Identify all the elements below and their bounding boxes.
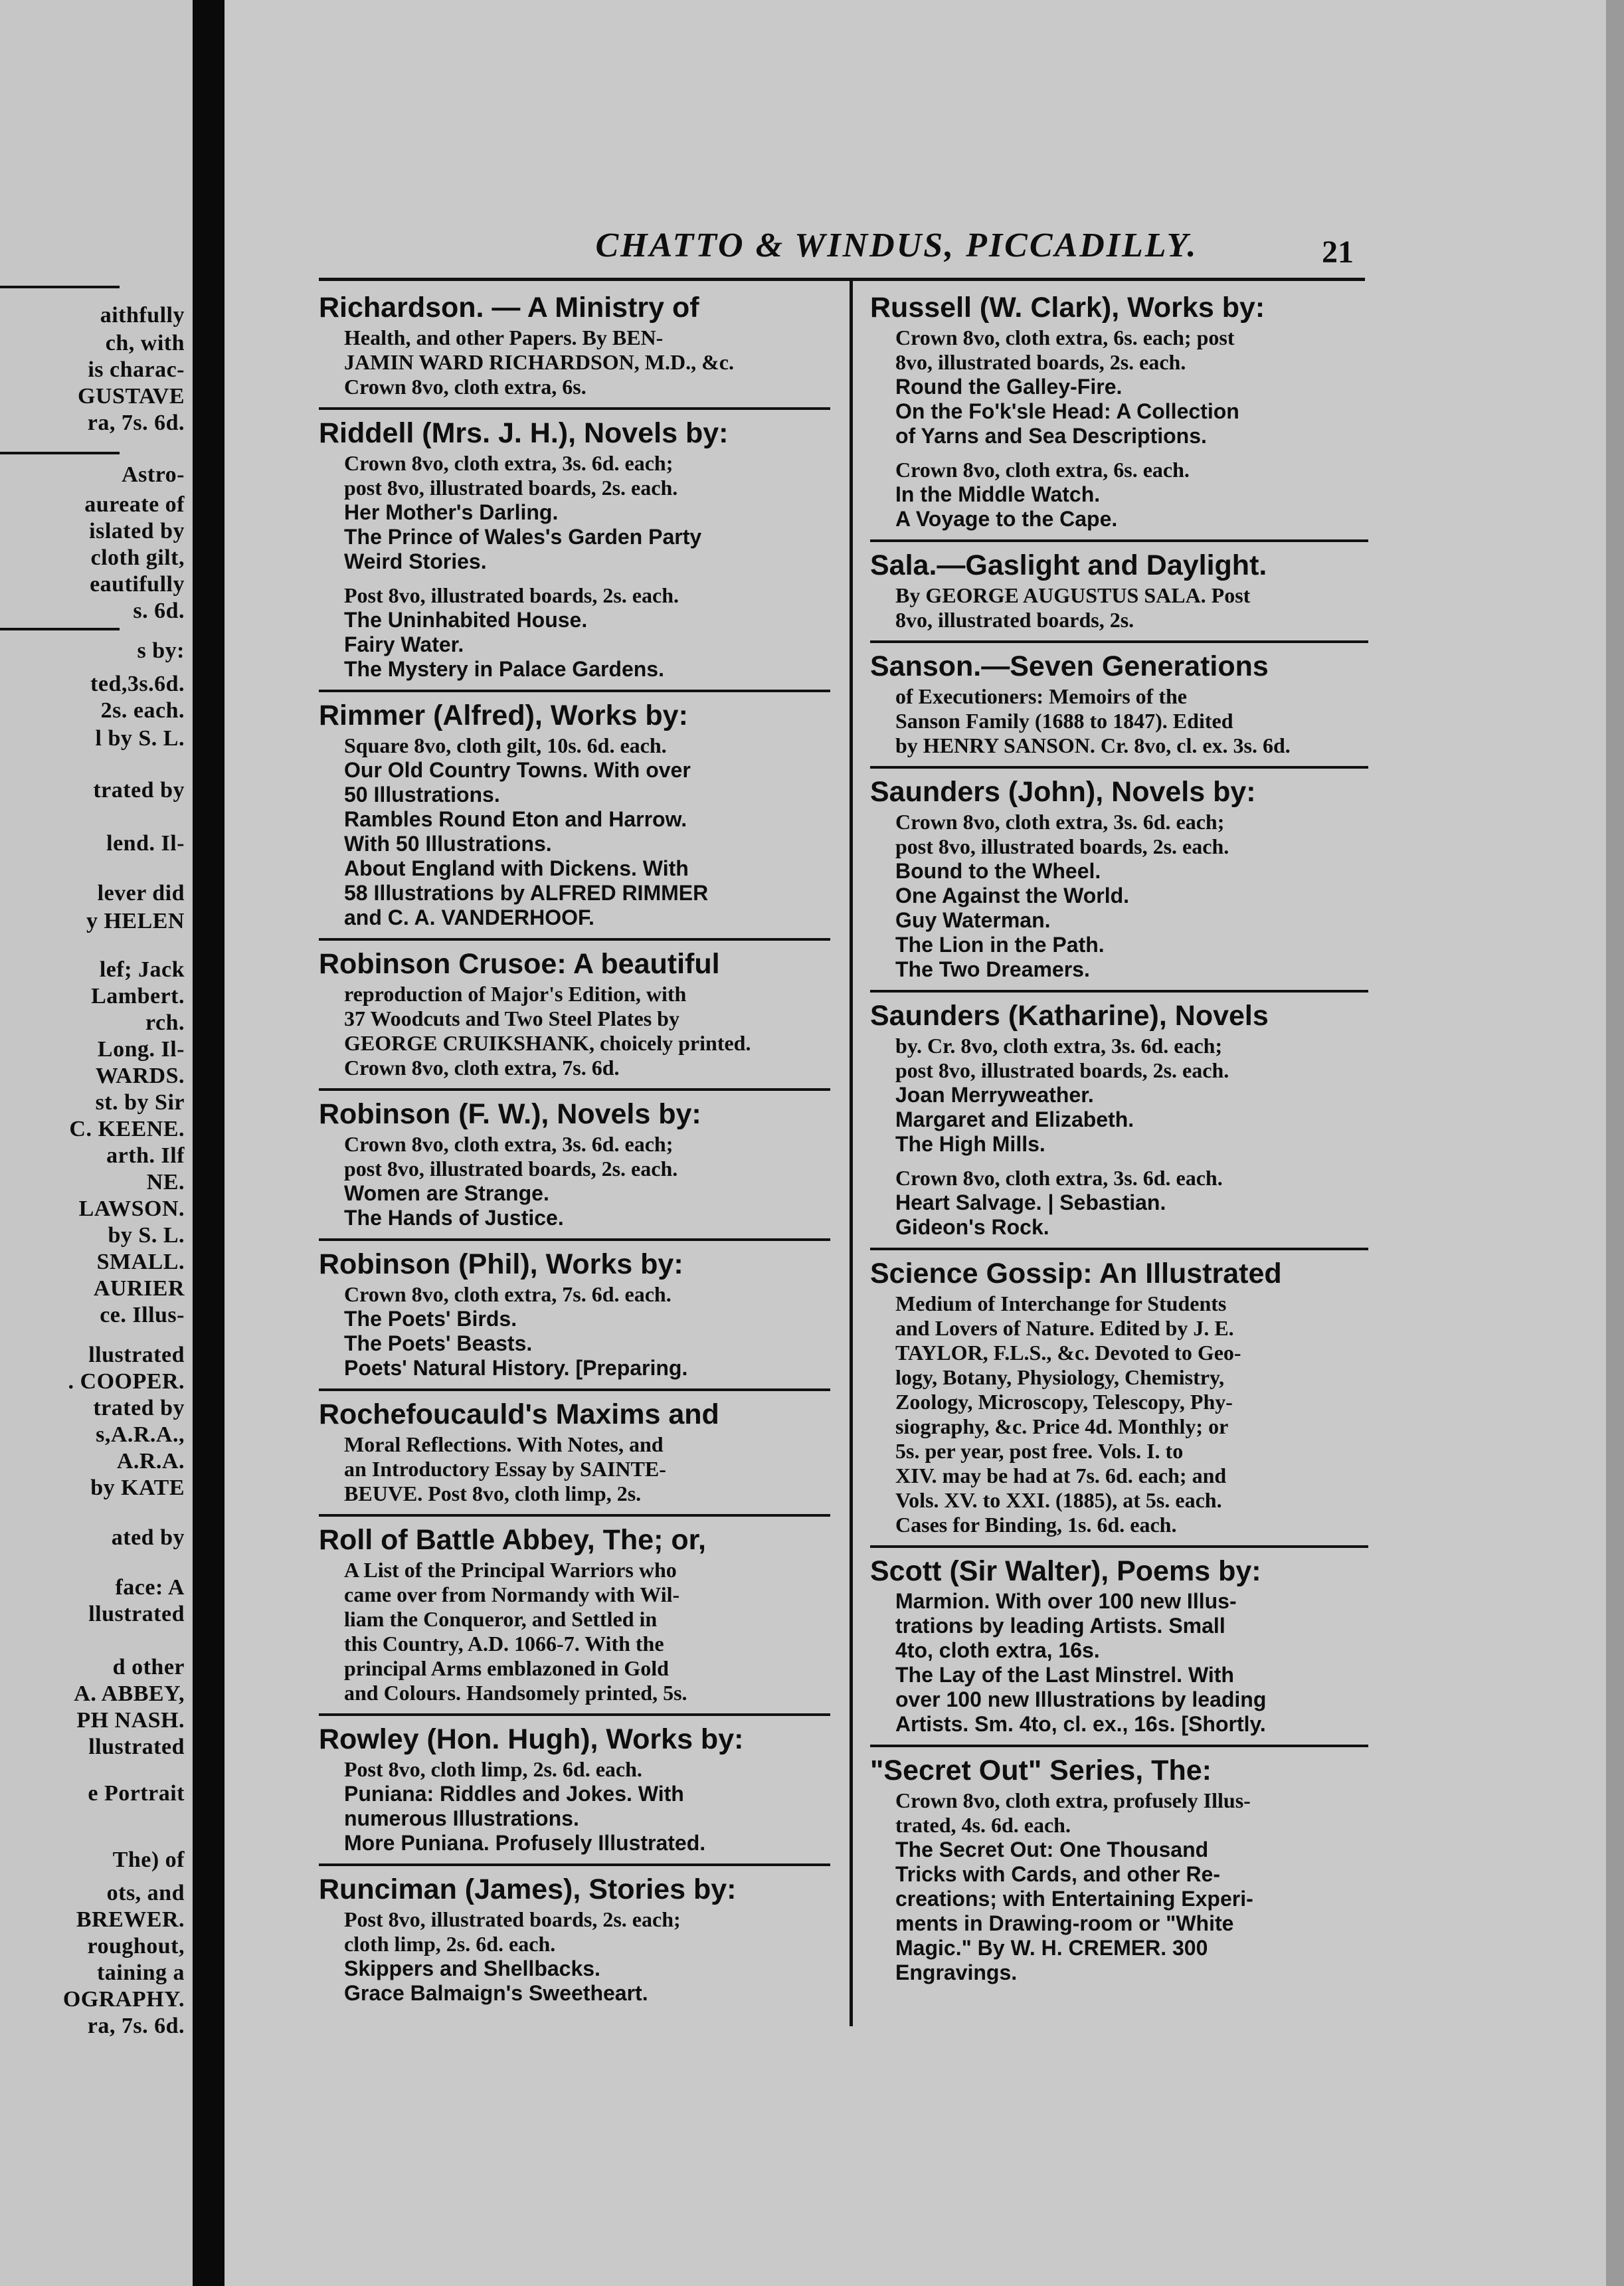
book-title: Rambles Round Eton and Harrow. [344,807,687,831]
facing-page-rule [0,628,120,630]
catalog-entry [319,1391,830,1517]
book-title: With 50 Illustrations. [344,832,552,856]
catalog-entry [319,692,830,941]
book-title: Guy Waterman. [895,908,1051,932]
entry-heading: Scott (Sir Walter), Poems by: [870,1555,1261,1587]
entry-description: and Colours. Handsomely printed, 5s. [344,1681,687,1705]
facing-page-text: Long. Il- [97,1037,185,1062]
entry-description: post 8vo, illustrated boards, 2s. each. [344,1157,678,1181]
entry-description: post 8vo, illustrated boards, 2s. each. [895,834,1229,858]
book-title: The Poets' Birds. [344,1307,517,1331]
page-edge [1606,0,1624,2286]
entry-description: Crown 8vo, cloth extra, 7s. 6d. [344,1056,620,1080]
entry-description: Crown 8vo, cloth extra, 3s. 6d. each. [895,1166,1223,1190]
facing-page-text: GUSTAVE [78,384,185,409]
entry-description: Crown 8vo, cloth extra, profusely Illus- [895,1788,1251,1812]
book-title: Grace Balmaign's Sweetheart. [344,1981,648,2005]
facing-page-text: A.R.A. [116,1449,185,1474]
catalog-entry [870,993,1368,1250]
entry-heading: Riddell (Mrs. J. H.), Novels by: [319,417,729,449]
header-rule [319,278,1365,281]
facing-page-text: aithfully [100,303,185,328]
book-title: Weird Stories. [344,549,487,573]
facing-page-text: s,A.R.A., [96,1422,185,1447]
catalog-entry [870,769,1368,993]
entry-heading: Science Gossip: An Illustrated [870,1258,1282,1289]
entry-description: GEORGE CRUIKSHANK, choicely printed. [344,1031,751,1055]
book-title: The Hands of Justice. [344,1206,564,1230]
entry-description: Sanson Family (1688 to 1847). Edited [895,709,1233,733]
facing-page-text: llustrated [88,1735,185,1759]
facing-page-text: cloth gilt, [90,545,185,570]
facing-page-text: trated by [93,1396,185,1420]
catalog-entry [319,410,830,692]
book-title: Her Mother's Darling. [344,500,559,524]
facing-page-rule [0,452,120,454]
facing-page-text: ch, with [105,331,185,355]
catalog-entry [319,1866,830,2014]
entry-heading: Saunders (John), Novels by: [870,776,1256,808]
facing-page-text: islated by [89,519,185,543]
book-title: Marmion. With over 100 new Illus- [895,1589,1237,1613]
book-title: Bound to the Wheel. [895,859,1101,883]
book-title: The Two Dreamers. [895,957,1090,981]
page-number: 21 [1322,235,1354,270]
facing-page-text: ce. Illus- [100,1303,185,1327]
facing-page-text: SMALL. [96,1250,185,1274]
facing-page-text: C. KEENE. [69,1117,185,1141]
facing-page-text: Lambert. [91,984,185,1008]
entry-description: JAMIN WARD RICHARDSON, M.D., &c. [344,350,734,374]
book-title: A Voyage to the Cape. [895,507,1118,531]
facing-page-fragment [0,0,193,2286]
book-title: The Uninhabited House. [344,608,588,632]
book-title: In the Middle Watch. [895,482,1101,506]
book-title: Round the Galley-Fire. [895,375,1123,399]
facing-page-text: by S. L. [108,1223,185,1248]
book-title: About England with Dickens. With [344,856,689,880]
entry-description: Post 8vo, illustrated boards, 2s. each; [344,1907,681,1931]
book-gutter [193,0,225,2286]
entry-description: Crown 8vo, cloth extra, 6s. [344,375,586,399]
entry-description: Crown 8vo, cloth extra, 3s. 6d. each; [895,810,1225,834]
catalog-entry [870,1548,1368,1747]
entry-description: Post 8vo, illustrated boards, 2s. each. [344,583,679,607]
entry-description: by. Cr. 8vo, cloth extra, 3s. 6d. each; [895,1034,1223,1058]
facing-page-text: e Portrait [88,1781,185,1806]
facing-page-text: AURIER [93,1276,185,1301]
book-title: The Secret Out: One Thousand [895,1838,1209,1861]
facing-page-text: st. by Sir [95,1090,185,1115]
book-title: 50 Illustrations. [344,783,500,807]
left-column [319,284,830,2087]
entry-description: TAYLOR, F.L.S., &c. Devoted to Geo- [895,1341,1241,1365]
facing-page-text: . COOPER. [68,1369,185,1394]
entry-description: logy, Botany, Physiology, Chemistry, [895,1365,1225,1389]
entry-description: Zoology, Microscopy, Telescopy, Phy- [895,1390,1233,1414]
book-title: Heart Salvage. | Sebastian. [895,1191,1166,1214]
entry-description: Crown 8vo, cloth extra, 6s. each. [895,458,1190,482]
facing-page-text: Astro- [122,462,185,487]
book-title: trations by leading Artists. Small [895,1614,1225,1638]
book-title: Tricks with Cards, and other Re- [895,1862,1220,1886]
entry-description: post 8vo, illustrated boards, 2s. each. [344,476,678,500]
facing-page-text: y HELEN [86,909,185,933]
entry-description: Cases for Binding, 1s. 6d. each. [895,1513,1177,1537]
book-title: Magic." By W. H. CREMER. 300 [895,1936,1208,1960]
book-title: The Prince of Wales's Garden Party [344,525,702,549]
entry-heading: Rochefoucauld's Maxims and [319,1398,719,1430]
entry-description: Crown 8vo, cloth extra, 3s. 6d. each; [344,1132,674,1156]
facing-page-text: The) of [112,1848,185,1872]
running-head: CHATTO & WINDUS, PICCADILLY. [595,227,1198,264]
facing-page-text: trated by [93,778,185,803]
entry-description: this Country, A.D. 1066-7. With the [344,1632,664,1656]
facing-page-text: by KATE [90,1476,185,1500]
facing-page-text: is charac- [88,357,185,382]
facing-page-text: s by: [137,638,185,663]
catalog-entry [319,1091,830,1241]
catalog-entry [870,1250,1368,1548]
facing-page-text: taining a [96,1960,185,1985]
facing-page-text: arth. Ilf [106,1143,185,1168]
catalog-entry [870,542,1368,643]
book-title: creations; with Entertaining Experi- [895,1887,1253,1911]
catalog-entry [319,1517,830,1716]
entry-description: liam the Conqueror, and Settled in [344,1607,658,1631]
book-title: of Yarns and Sea Descriptions. [895,424,1207,448]
entry-description: 8vo, illustrated boards, 2s. [895,608,1134,632]
catalog-entry [319,284,830,410]
book-title: Artists. Sm. 4to, cl. ex., 16s. [Shortly. [895,1712,1266,1736]
book-title: Our Old Country Towns. With over [344,758,691,782]
entry-heading: Sala.—Gaslight and Daylight. [870,549,1267,581]
right-column [870,284,1368,2087]
facing-page-text: lend. Il- [106,831,185,856]
book-title: One Against the World. [895,884,1130,907]
entry-heading: Sanson.—Seven Generations [870,650,1269,682]
catalog-entry [870,284,1368,542]
entry-description: Medium of Interchange for Students [895,1291,1227,1315]
facing-page-text: d other [112,1655,185,1679]
facing-page-text: ots, and [106,1881,185,1905]
entry-description: post 8vo, illustrated boards, 2s. each. [895,1058,1229,1082]
facing-page-rule [0,286,120,288]
entry-description: 8vo, illustrated boards, 2s. each. [895,350,1186,374]
book-title: The Poets' Beasts. [344,1331,533,1355]
book-title: The Mystery in Palace Gardens. [344,657,664,681]
book-title: ments in Drawing-room or "White [895,1911,1234,1935]
facing-page-text: ra, 7s. 6d. [87,411,185,435]
book-title: and C. A. VANDERHOOF. [344,905,594,929]
book-title: Skippers and Shellbacks. [344,1956,600,1980]
book-title: Joan Merryweather. [895,1083,1094,1107]
facing-page-text: roughout, [87,1934,185,1958]
entry-description: trated, 4s. 6d. each. [895,1813,1071,1837]
facing-page-text: NE. [146,1170,185,1194]
book-title: Gideon's Rock. [895,1215,1049,1239]
facing-page-text: ated by [111,1525,185,1550]
column-divider [850,279,853,2026]
entry-heading: Russell (W. Clark), Works by: [870,292,1265,324]
entry-description: Crown 8vo, cloth extra, 7s. 6d. each. [344,1282,672,1306]
book-title: More Puniana. Profusely Illustrated. [344,1831,706,1855]
book-title: 58 Illustrations by ALFRED RIMMER [344,881,709,905]
entry-description: Health, and other Papers. By BEN- [344,326,664,349]
facing-page-text: 2s. each. [100,698,185,723]
facing-page-text: aureate of [84,492,185,517]
book-title: On the Fo'k'sle Head: A Collection [895,399,1239,423]
book-title: Puniana: Riddles and Jokes. With [344,1782,684,1806]
facing-page-text: LAWSON. [78,1196,185,1221]
entry-description: principal Arms emblazoned in Gold [344,1656,669,1680]
entry-description: of Executioners: Memoirs of the [895,684,1187,708]
entry-heading: Robinson Crusoe: A beautiful [319,948,720,980]
entry-description: 37 Woodcuts and Two Steel Plates by [344,1006,679,1030]
entry-description: A List of the Principal Warriors who [344,1558,677,1582]
entry-heading: Robinson (F. W.), Novels by: [319,1098,701,1130]
book-title: The Lion in the Path. [895,933,1105,957]
facing-page-text: OGRAPHY. [62,1987,185,2012]
entry-heading: Roll of Battle Abbey, The; or, [319,1524,706,1556]
facing-page-text: ra, 7s. 6d. [87,2014,185,2038]
facing-page-text: A. ABBEY, [74,1681,185,1706]
entry-heading: Robinson (Phil), Works by: [319,1248,683,1280]
entry-description: cloth limp, 2s. 6d. each. [344,1932,556,1956]
catalog-entry [870,1747,1368,1993]
book-title: Fairy Water. [344,632,464,656]
entry-heading: Rowley (Hon. Hugh), Works by: [319,1723,744,1755]
facing-page-text: BREWER. [76,1907,185,1932]
catalog-entry [319,941,830,1091]
entry-description: came over from Normandy with Wil- [344,1582,680,1606]
entry-description: Post 8vo, cloth limp, 2s. 6d. each. [344,1757,642,1781]
facing-page-text: rch. [145,1010,185,1035]
facing-page-text: llustrated [88,1343,185,1367]
facing-page-text: ted,3s.6d. [90,672,185,696]
entry-heading: Rimmer (Alfred), Works by: [319,700,688,731]
facing-page-text: PH NASH. [76,1708,185,1733]
entry-description: and Lovers of Nature. Edited by J. E. [895,1316,1234,1340]
book-title: Poets' Natural History. [Preparing. [344,1356,688,1380]
facing-page-text: lever did [97,881,185,905]
facing-page-text: WARDS. [95,1064,185,1088]
book-title: The Lay of the Last Minstrel. With [895,1663,1234,1687]
entry-description: Crown 8vo, cloth extra, 3s. 6d. each; [344,451,674,475]
entry-heading: Richardson. — A Ministry of [319,292,699,324]
book-title: numerous Illustrations. [344,1806,579,1830]
catalog-entry [319,1716,830,1866]
catalog-entry [319,1241,830,1391]
entry-description: siography, &c. Price 4d. Monthly; or [895,1414,1229,1438]
facing-page-text: l by S. L. [95,726,185,751]
entry-heading: "Secret Out" Series, The: [870,1755,1212,1786]
entry-heading: Runciman (James), Stories by: [319,1873,737,1905]
facing-page-text: lef; Jack [99,957,185,982]
entry-description: Crown 8vo, cloth extra, 6s. each; post [895,326,1235,349]
book-title: over 100 new Illustrations by leading [895,1687,1267,1711]
book-title: Women are Strange. [344,1181,549,1205]
book-title: Engravings. [895,1960,1018,1984]
entry-description: Square 8vo, cloth gilt, 10s. 6d. each. [344,733,667,757]
entry-description: an Introductory Essay by SAINTE- [344,1457,666,1481]
book-title: The High Mills. [895,1132,1045,1156]
facing-page-text: s. 6d. [133,599,185,623]
facing-page-text: llustrated [88,1602,185,1626]
entry-heading: Saunders (Katharine), Novels [870,1000,1269,1032]
book-title: Margaret and Elizabeth. [895,1107,1134,1131]
entry-description: Vols. XV. to XXI. (1885), at 5s. each. [895,1488,1222,1512]
catalog-entry [870,643,1368,769]
book-title: 4to, cloth extra, 16s. [895,1638,1100,1662]
entry-description: By GEORGE AUGUSTUS SALA. Post [895,583,1251,607]
entry-description: Moral Reflections. With Notes, and [344,1432,664,1456]
facing-page-text: eautifully [90,572,185,597]
entry-description: by HENRY SANSON. Cr. 8vo, cl. ex. 3s. 6d. [895,733,1291,757]
entry-description: 5s. per year, post free. Vols. I. to [895,1439,1184,1463]
entry-description: BEUVE. Post 8vo, cloth limp, 2s. [344,1481,642,1505]
entry-description: XIV. may be had at 7s. 6d. each; and [895,1464,1227,1487]
facing-page-text: face: A [115,1575,185,1600]
entry-description: reproduction of Major's Edition, with [344,982,687,1006]
